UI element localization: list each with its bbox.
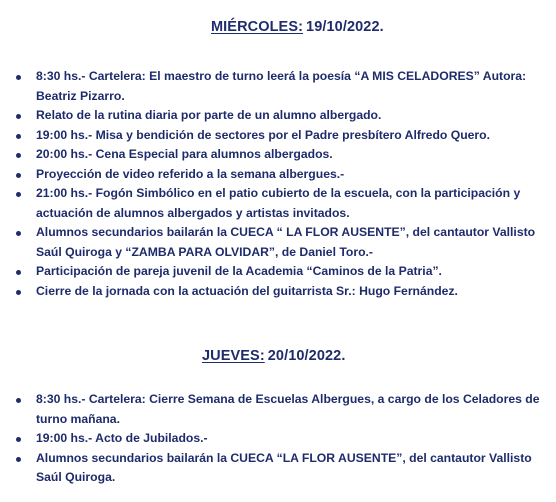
day-name: MIÉRCOLES: bbox=[211, 19, 304, 35]
agenda-item bbox=[0, 126, 556, 146]
day-name: JUEVES: bbox=[202, 348, 265, 364]
agenda-list-wednesday bbox=[0, 67, 556, 301]
bullet-icon bbox=[16, 192, 21, 197]
agenda-item-text: Alumnos secundarios bailarán la CUECA “LA FLOR AUSENTE”, del cantautor Vallisto Saúl Quiroga. bbox=[36, 450, 532, 484]
agenda-item bbox=[0, 449, 556, 488]
agenda-item bbox=[0, 262, 556, 282]
agenda-item-text: Cierre de la jornada con la actuación del guitarrista Sr.: Hugo Fernández. bbox=[36, 283, 458, 298]
day-date: 19/10/2022. bbox=[306, 19, 384, 35]
agenda-item-text: 19:00 hs.- Acto de Jubilados.- bbox=[36, 431, 208, 445]
agenda-item-text: 20:00 hs.- Cena Especial para alumnos albergados. bbox=[36, 147, 333, 161]
day-heading-wednesday bbox=[211, 19, 384, 35]
agenda-item bbox=[0, 223, 556, 262]
bullet-icon bbox=[16, 75, 21, 80]
bullet-icon bbox=[16, 173, 21, 178]
agenda-item bbox=[0, 429, 556, 449]
agenda-list-thursday bbox=[0, 390, 556, 488]
bullet-icon bbox=[16, 437, 21, 442]
bullet-icon bbox=[16, 134, 21, 139]
agenda-item-text: Proyección de video referido a la semana albergues.- bbox=[36, 166, 345, 181]
agenda-item-text: 8:30 hs.- Cartelera: Cierre Semana de Escuelas Albergues, a cargo de los Celadores de turno mañana. bbox=[36, 392, 540, 426]
agenda-item bbox=[0, 282, 556, 302]
agenda-item bbox=[0, 106, 556, 126]
agenda-item-text: Relato de la rutina diaria por parte de un alumno albergado. bbox=[36, 108, 382, 122]
agenda-item-text: Alumnos secundarios bailarán la CUECA “ LA FLOR AUSENTE”, del cantautor Vallisto Saúl Quiroga y “ZAMBA PARA OLVIDAR”, de Daniel Toro.- bbox=[36, 225, 536, 259]
bullet-icon bbox=[16, 114, 21, 119]
agenda-item bbox=[0, 145, 556, 165]
agenda-item bbox=[0, 67, 556, 106]
agenda-item-text: 8:30 hs.- Cartelera: El maestro de turno leerá la poesía “A MIS CELADORES” Autora: Beatriz Pizarro. bbox=[36, 69, 527, 103]
agenda-item bbox=[0, 165, 556, 185]
agenda-item bbox=[0, 390, 556, 429]
bullet-icon bbox=[16, 270, 21, 275]
bullet-icon bbox=[16, 398, 21, 403]
agenda-item-text: Participación de pareja juvenil de la Academia “Caminos de la Patria”. bbox=[36, 264, 442, 278]
agenda-item-text: 21:00 hs.- Fogón Simbólico en el patio cubierto de la escuela, con la participación y actuación de alumnos albergados y artistas invitados. bbox=[36, 186, 521, 220]
day-date: 20/10/2022. bbox=[267, 348, 346, 364]
bullet-icon bbox=[16, 290, 21, 295]
agenda-item bbox=[0, 184, 556, 223]
day-heading-thursday bbox=[202, 348, 345, 364]
bullet-icon bbox=[16, 457, 21, 462]
agenda-item-text: 19:00 hs.- Misa y bendición de sectores por el Padre presbítero Alfredo Quero. bbox=[36, 127, 491, 142]
bullet-icon bbox=[16, 153, 21, 158]
bullet-icon bbox=[16, 231, 21, 236]
